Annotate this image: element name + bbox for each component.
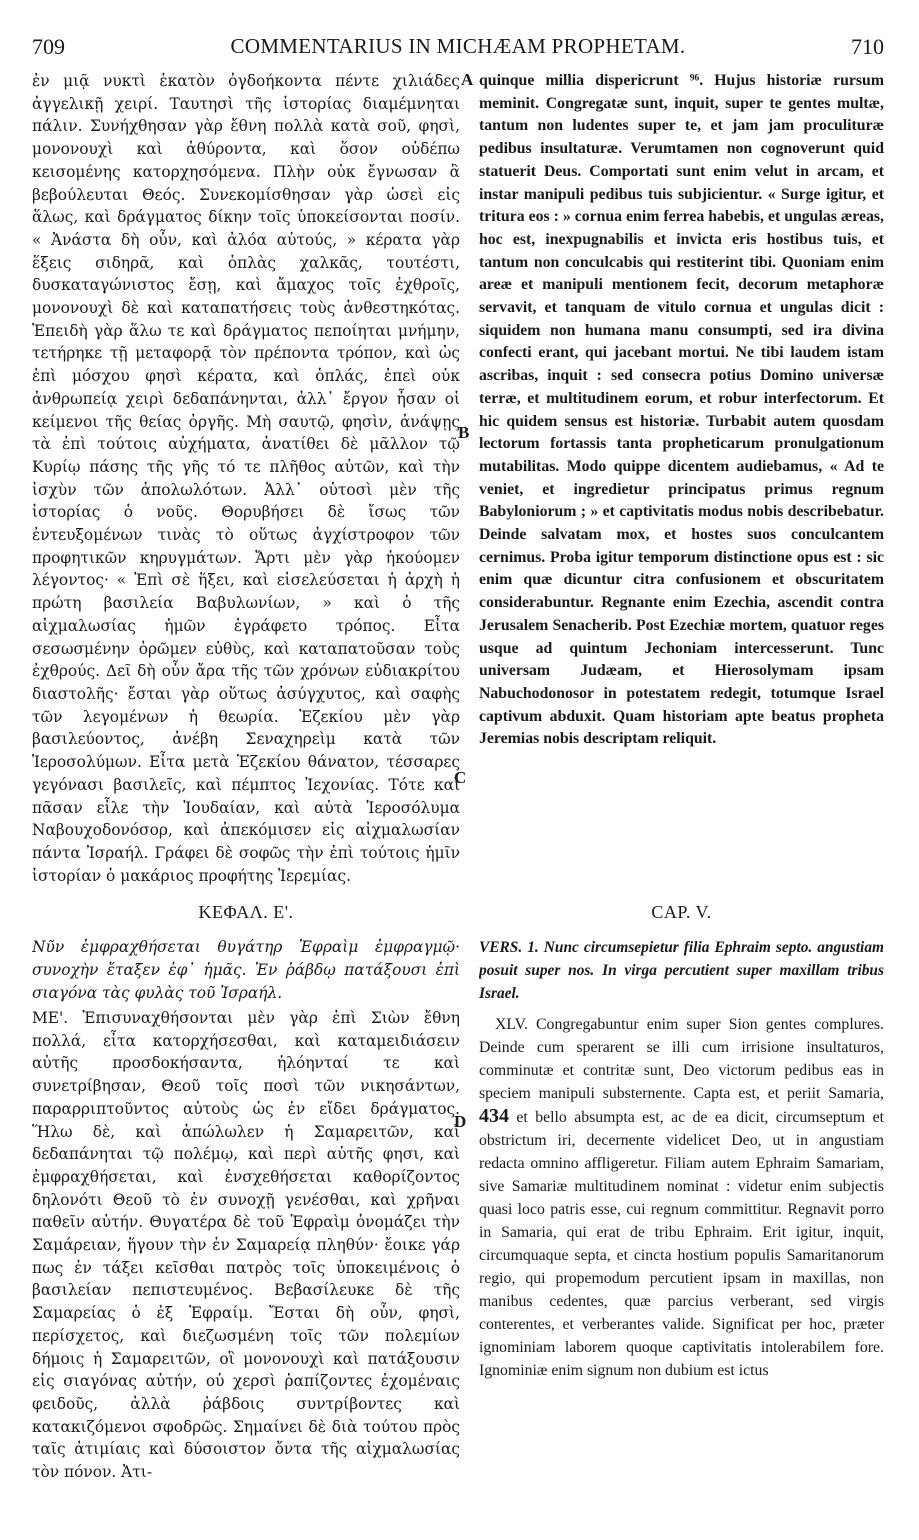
running-header: [32, 34, 884, 64]
latin-lemma: VERS. 1. Nunc circumsepietur filia Ephraim septo. angustiam posuit super nos. In virga percutient super maxillam tribus Israel.: [479, 939, 884, 1002]
running-title: COMMENTARIUS IN MICHÆAM PROPHETAM.: [230, 34, 686, 58]
greek-chapter-title: ΚΕΦΑΛ. Ε'.: [198, 902, 294, 922]
margin-marker-c: C: [454, 768, 467, 787]
latin-text-top: quinque millia dispericrunt ⁹⁶. Hujus historiæ rursum meminit. Congregatæ sunt, inquit, super te gentes multæ, tantum non ludentes super te, et jam jam proculituræ pedibus insultaturæ. Verumtamen non cognoverunt quid statuerit Deus. Comportati sunt enim velut in arcam, et instar manipuli pedibus tuis subjicientur. « Surge igitur, et tritura eos : » cornua enim ferrea habebis, et ungulas æreas, hoc est, inexpugnabilis et invicta eris hostibus tuis, et tantum non conculcabis qui restiterint tibi. Quoniam enim areæ et manipuli mentionem fecit, decorum metaphoræ servavit, et tanquam de vitulo cornua et ungulas dicit : siquidem non humana manu consumpti, sed ira divina confecti erant, qui jacebant mortui. Ne tibi laudem istam ascribas, inquit : sed consecra potius Domino universæ terræ, et multitudinem eorum, et robur interfectorum. Et hic quidem sensus est historiæ. Turbabit autem quosdam lectorum fortassis tanta propheticarum pronulgationum mutabilitas. Modo quippe dicentem audiebamus, « Ad te veniet, et ingredietur principatus primus regnum Babyloniorum ; » et captivitatis modus nobis describebatur. Deinde salvatam mox, et hostes suos conculcantem cernimus. Proba igitur temporum distinctione opus est : sic enim quæ dicuntur citra confusionem et obscuritatem considerabuntur. Regnante enim Ezechia, ascendit contra Jerusalem Senacherib. Post Ezechiæ mortem, quatuor reges usque ad quintum Jechoniam intercesserunt. Tunc universam Judæam, et Hierosolymam ipsam Nabuchodonosor in potestatem redegit, totumque Israel captivum abduxit. Quam historiam apte beatus propheta Jeremias nobis descriptam reliquit.: [479, 72, 884, 748]
latin-column-top: [479, 70, 884, 870]
latin-commentary-part-1: XLV. Congregabuntur enim super Sion gentes complures. Deinde cum sperarent se illi cum irrisione insultaturos, comminutæ et contritæ sunt, Deo victorum pedibus eas in speciem manipuli substernente. Capta est, et periit Samaria,: [479, 1016, 884, 1102]
margin-marker-b: B: [458, 423, 470, 442]
latin-commentary-part-2: et bello absumpta est, ac de ea dicit, circumseptum et obstrictum iri, decernente videlicet Deo, ut in angustiam redacta omnino affligeretur. Filiam autem Ephraim Samariam, sive Samariæ multitudinem nominat : videtur enim subjectis quasi loco patris esse, cui regnum committitur. Regnavit porro in Samaria, qui erat de tribu Ephraim. Erit igitur, inquit, circumquaque septa, et cincta hostium populis Samaritanorum regio, qui propemodum percutient ipsam in maxillas, non manibus cedentes, quæ parcius verberant, sed virgis conterentes, et verberantes valide. Significat per hoc, præter ignominiam laborem quoque captivitatis intolerabilem fore. Ignominiæ enim signum non dubium est ictus: [479, 1109, 884, 1379]
latin-chapter-title: CAP. V.: [651, 902, 712, 922]
greek-commentary: ΜΕ'. Ἐπισυναχθήσονται μὲν γὰρ ἐπὶ Σιὼν ἔθνη πολλά, εἶτα κατορχήσεσθαι, καὶ καταμειδιάσειν αὐτῆς προσδοκήσαντα, ἡλόηνταί τε καὶ συνετρίβησαν, Θεοῦ τοῖς ποσὶ τῶν νικησάντων, παραρριπτοῦντος αὐτοὺς ὡς ἐν εἴδει δράγματος. Ἥλω δὲ, καὶ ἀπώλωλεν ἡ Σαμαρειτῶν, καὶ δεδαπάνηται τῷ πολέμῳ, καὶ περὶ αὐτῆς φησι, καὶ ἐμφραχθήσεται, καὶ ἐνσχεθήσεται καθορίζοντος δηλονότι Θεοῦ τὸ ἐν συνοχῇ γενέσθαι, καὶ χρῆναι παθεῖν αὐτήν. Θυγατέρα δὲ τοῦ Ἐφραὶμ ὀνομάζει τὴν Σαμάρειαν, ἥγουν τὴν ἐν Σαμαρείᾳ πληθύν· ἔοικε γάρ πως ἐν τάξει κεῖσθαι πατρὸς τοῖς ὑποκειμένοις ὁ βασιλείαν πεπιστευμένος. Βεβασίλευκε δὲ τῆς Σαμαρείας ὁ ἐξ Ἐφραίμ. Ἔσται δὴ οὖν, φησὶ, περίσχετος, καὶ διεζωσμένη τοῖς τῶν πολεμίων δήμοις ἡ Σαμαρειτῶν, οἳ μονονουχὶ καὶ πατάξουσιν εἰς σιαγόνας αὐτήν, οὐ χερσὶ ῥαπίζοντες ἐχομέναις φειδοῦς, ἀλλὰ ῥάβδοις συντρίβοντες καὶ κατακιζόμενοι σφοδρῶς. Σημαίνει δὲ διὰ τούτου πρὸς ταῖς ἀτιμίαις καὶ δύσοιστον ὄντα τῆς αἰχμαλωσίας τὸν πόνον. Ἀτι-: [32, 1009, 460, 1482]
greek-text-top: ἐν μιᾷ νυκτὶ ἑκατὸν ὀγδοήκοντα πέντε χιλιάδες ἀγγελικῇ χειρί. Ταυτησὶ τῆς ἱστορίας διαμέμνηται πάλιν. Συνήχθησαν γὰρ ἔθνη πολλὰ κατὰ σοῦ, φησὶ, μονονουχὶ καὶ ἀθύροντα, καὶ ὅσον οὐδέπω κεισομένης κατορχησόμενα. Πλὴν οὐκ ἔγνωσαν ἃ βεβούλευται Θεός. Συνεκομίσθησαν γὰρ ὡσεὶ εἰς ἅλως, καὶ δράγματος δίκην τοῖς ὑποκείσονται ποσίν. « Ἀνάστα δὴ οὖν, καὶ ἀλόα αὐτούς, » κέρατα γὰρ ἕξεις σιδηρᾶ, καὶ ὁπλὰς χαλκᾶς, τουτέστι, δυσκαταγώνιστος ἔσῃ, καὶ ἄμαχος τοῖς ἐχθροῖς, μονονουχὶ δὲ καὶ καταπατήσεις τοὺς ἀνθεστηκότας. Ἐπειδὴ γὰρ ἅλω τε καὶ δράγματος πεποίηται μνήμην, τετήρηκε τῇ μεταφορᾷ τὸν πρέποντα τρόπον, καὶ ὡς ἐπὶ μόσχου φησὶ κέρατα, καὶ ὁπλάς, ἐπεὶ οὐκ ἀνθρωπείᾳ χειρὶ δεδαπάνηνται, ἀλλ᾽ ἔργον ἦσαν οἱ κείμενοι τῆς θείας ὀργῆς. Μὴ σαυτῷ, φησὶν, ἀνάψῃς τὰ ἐπὶ τούτοις αὐχήματα, ἀνατίθει δὲ μᾶλλον τῷ Κυρίῳ πάσης τῆς γῆς τό τε πλῆθος αὐτῶν, καὶ τὴν ἰσχὺν τῶν ἀπολωλότων. Ἀλλ᾽ οὑτοσὶ μὲν τῆς ἱστορίας ὁ νοῦς. Θορυβήσει δὲ ἴσως τῶν ἐντευξομένων τινὰς τὸ οὕτως ἀγχίστροφον τῶν προφητικῶν κηρυγμάτων. Ἄρτι μὲν γὰρ ἠκούομεν λέγοντος· « Ἐπὶ σὲ ἥξει, καὶ εἰσελεύσεται ἡ ἀρχὴ ἡ πρώτη βασιλεία Βαβυλωνίων, » καὶ ὁ τῆς αἰχμαλωσίας ἡμῶν ἐγράφετο τρόπος. Εἶτα σεσωσμένην ὁρῶμεν εὐθὺς, καὶ καταπατοῦσαν τοὺς ἐχθρούς. Δεῖ δὴ οὖν ἄρα τῆς τῶν χρόνων εὐδιακρίτου διαστολῆς· ἔσται γὰρ οὕτως ἀσύγχυτος, καὶ σαφὴς τῶν λεγομένων ἡ θεωρία. Ἐζεκίου μὲν γὰρ βασιλεύοντος, ἀνέβη Σεναχηρεὶμ κατὰ τῶν Ἱεροσολύμων. Εἶτα μετὰ Ἐζεκίου θάνατον, τέσσαρες γεγόνασι βασιλεῖς, καὶ πέμπτος Ἰεχονίας. Τότε καὶ πᾶσαν εἷλε τὴν Ἰουδαίαν, καὶ αὐτὰ Ἱεροσόλυμα Ναβουχοδονόσορ, καὶ ἀπεκόμισεν εἰς αἰχμαλωσίαν πάντα Ἰσραήλ. Γράφει δὲ σοφῶς τὴν ἐπὶ τούτοις ἡμῖν ἱστορίαν ὁ μακάριος προφήτης Ἱερεμίας.: [32, 72, 460, 885]
greek-column-bottom: [32, 936, 460, 1526]
margin-marker-d: D: [454, 1112, 467, 1131]
greek-column-top: [32, 70, 460, 890]
latin-column-bottom: [479, 936, 884, 1526]
left-page-number: 709: [32, 34, 65, 59]
margin-marker-a: A: [461, 70, 474, 89]
page-reference-number: 434: [479, 1105, 509, 1127]
greek-lemma: Νῦν ἐμφραχθήσεται θυγάτηρ Ἐφραὶμ ἐμφραγμῷ· συνοχὴν ἔταξεν ἐφ᾽ ἡμᾶς. Ἐν ῥάβδῳ πατάξουσι ἐπὶ σιαγόνα τὰς φυλὰς τοῦ Ἰσραήλ.: [32, 938, 460, 1002]
latin-commentary: [479, 1013, 884, 1382]
right-page-number: 710: [851, 34, 884, 59]
